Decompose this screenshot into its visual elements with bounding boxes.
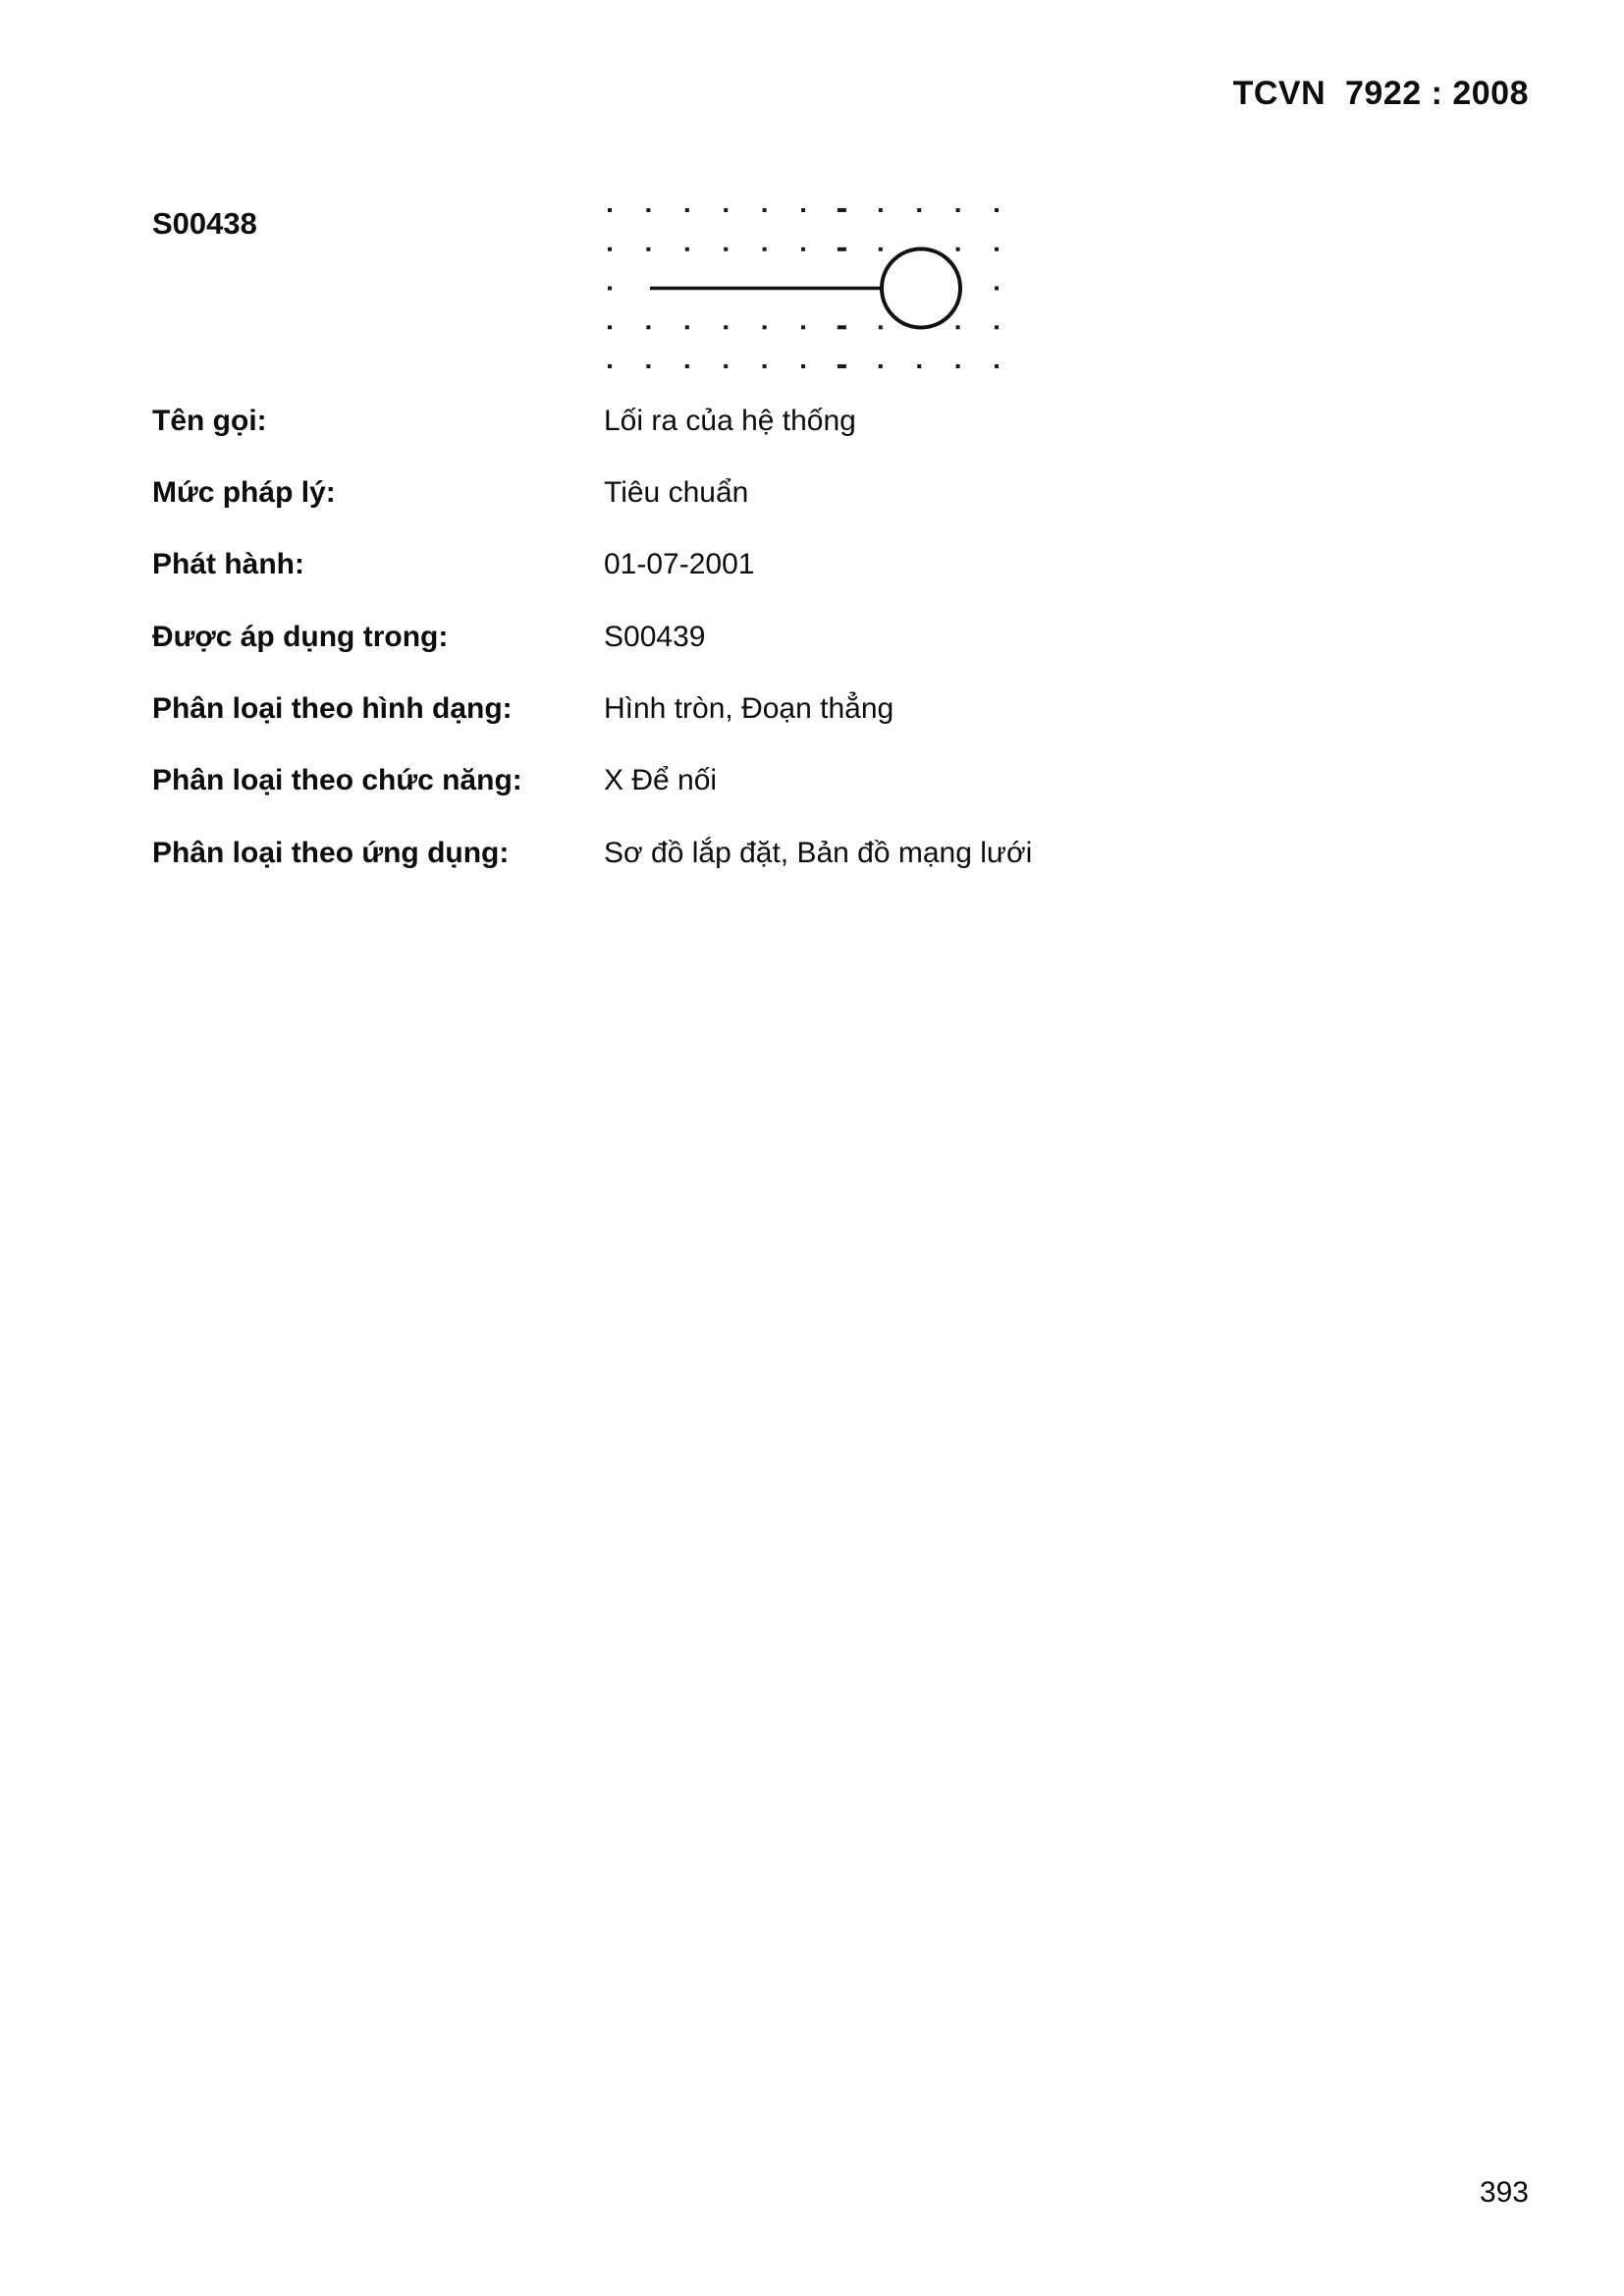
field-label: Phân loại theo chức năng: <box>152 764 522 796</box>
field-value: 01-07-2001 <box>604 548 755 580</box>
field-label: Phân loại theo hình dạng: <box>152 692 513 725</box>
field-row <box>152 546 1389 585</box>
symbol-graphic <box>587 187 1019 388</box>
field-label: Phân loại theo ứng dụng: <box>152 837 510 869</box>
field-label: Tên gọi: <box>152 405 267 437</box>
field-row <box>152 619 1389 658</box>
field-value: Tiêu chuẩn <box>604 476 749 509</box>
line-to-circle-symbol-on-dotted-grid-icon <box>587 187 1019 388</box>
field-value: Hình tròn, Đoạn thẳng <box>604 692 894 725</box>
field-row <box>152 762 1389 801</box>
field-value: X Để nối <box>604 764 718 796</box>
field-label: Được áp dụng trong: <box>152 621 449 653</box>
standard-reference-header: TCVN 7922 : 2008 <box>1232 75 1529 112</box>
symbol-code: S00438 <box>152 206 257 241</box>
field-row <box>152 690 1389 730</box>
field-value: Lối ra của hệ thống <box>604 405 856 437</box>
field-value: Sơ đồ lắp đặt, Bản đồ mạng lưới <box>604 837 1033 869</box>
field-row <box>152 403 1389 442</box>
field-row <box>152 474 1389 514</box>
page-number: 393 <box>1479 2176 1529 2209</box>
field-label: Mức pháp lý: <box>152 476 336 509</box>
field-row <box>152 835 1389 874</box>
field-label: Phát hành: <box>152 548 304 580</box>
field-value: S00439 <box>604 621 706 653</box>
